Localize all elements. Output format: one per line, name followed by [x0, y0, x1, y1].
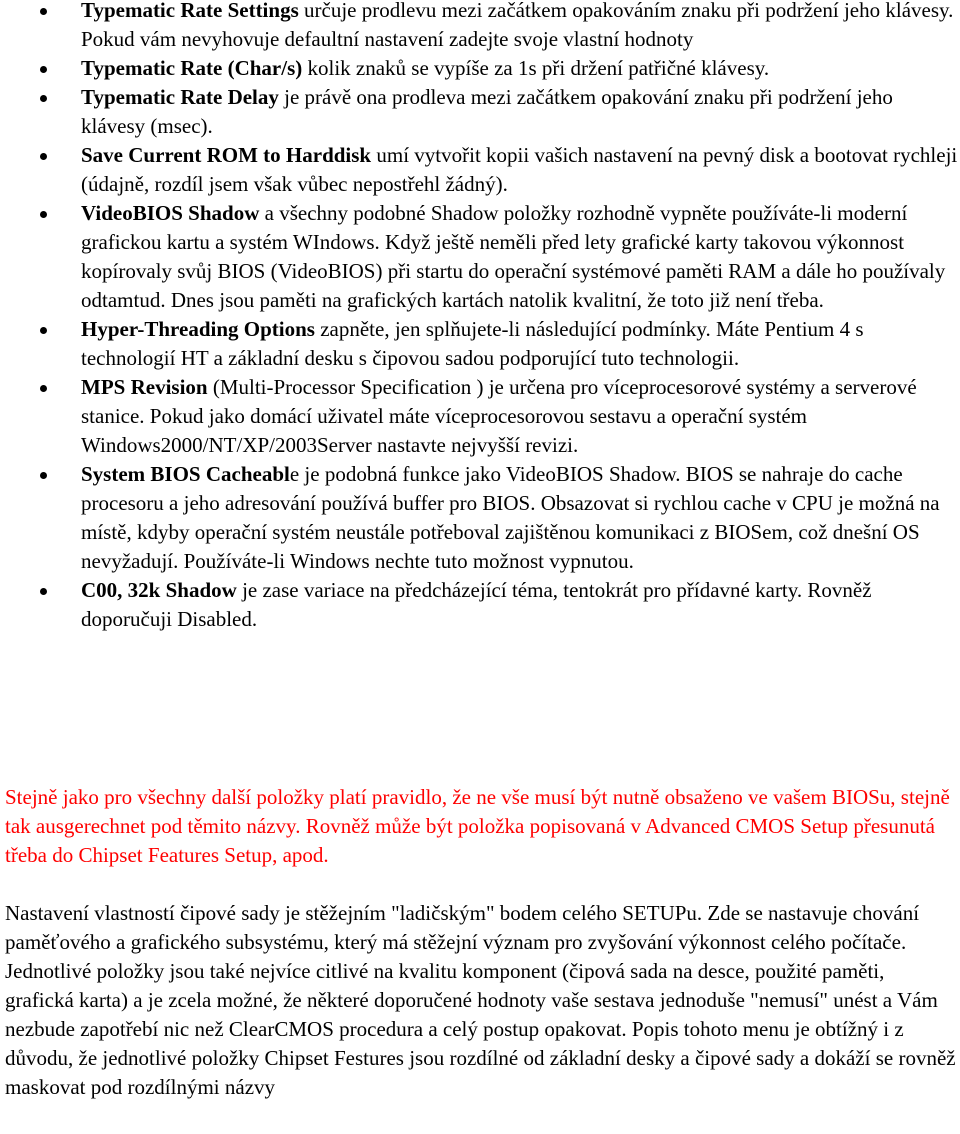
bullet-icon — [40, 472, 47, 479]
item-description: (Multi-Processor Specification ) je určena pro víceprocesorové systémy a serverové stanice. Pokud jako domácí uživatel máte víceprocesorovou sestavu a operační systém Windows2000/NT/XP/2003Server nastavte nejvyšší revizi. — [81, 375, 917, 457]
list-item-typematic-rate-settings — [0, 0, 960, 54]
item-description: a všechny podobné Shadow položky rozhodně vypněte používáte-li moderní grafickou kartu a systém WIndows. Když ještě neměli před lety grafické karty takovou výkonnost kopírovaly svůj BIOS (VideoBIOS) při startu do operační systémové paměti RAM a dále ho používaly odtamtud. Dnes jsou paměti na grafických kartách natolik kvalitní, že toto již není třeba. — [81, 201, 946, 312]
item-term: C00, 32k Shadow — [81, 578, 237, 602]
item-description: zapněte, jen splňujete-li následující podmínky. Máte Pentium 4 s technologií HT a základní desku s čipovou sadou podporující tuto technologii. — [81, 317, 864, 370]
bullet-icon — [40, 153, 47, 160]
list-item-typematic-rate-chars — [0, 54, 960, 83]
list-item-save-current-rom — [0, 141, 960, 199]
chipset-intro-paragraph: Nastavení vlastností čipové sady je stěžejním "ladičským" bodem celého SETUPu. Zde se nastavuje chování paměťového a grafického subsystému, který má stěžejní význam pro zvyšování výkonnost celého počítače. Jednotlivé položky jsou také nejvíce citlivé na kvalitu komponent (čipová sada na desce, použité paměti, grafická karta) a je zcela možné, že některé doporučené hodnoty vaše sestava jednoduše "nemusí" unést a Vám nezbude zapotřebí nic než ClearCMOS procedura a celý postup opakovat. Popis tohoto menu je obtížný i z důvodu, že jednotlivé položky Chipset Festures jsou rozdílné od základní desky a čipové sady a dokáží se rovněž maskovat pod rozdílnými názvy — [5, 901, 956, 1099]
bullet-icon — [40, 66, 47, 73]
item-description: určuje prodlevu mezi začátkem opakováním znaku při podržení jeho klávesy. Pokud vám nevyhovuje defaultní nastavení zadejte svoje vlastní hodnoty — [81, 0, 954, 51]
item-term: Typematic Rate Settings — [81, 0, 299, 22]
bullet-icon — [40, 385, 47, 392]
item-term: Hyper-Threading Options — [81, 317, 315, 341]
item-term: MPS Revision — [81, 375, 208, 399]
item-term: Typematic Rate Delay — [81, 85, 279, 109]
item-term: VideoBIOS Shadow — [81, 201, 260, 225]
bios-variation-note: Stejně jako pro všechny další položky platí pravidlo, že ne vše musí být nutně obsaženo ve vašem BIOSu, stejně tak ausgerechnet pod těmito názvy. Rovněž může být položka popisovaná v Advanced CMOS Setup přesunutá třeba do Chipset Features Setup, apod. — [5, 785, 950, 867]
item-description: je zase variace na předcházející téma, tentokrát pro přídavné karty. Rovněž doporučuji Disabled. — [81, 578, 872, 631]
bullet-icon — [40, 95, 47, 102]
list-item-videobios-shadow — [0, 199, 960, 315]
list-item-c00-32k-shadow — [0, 576, 960, 634]
item-description: kolik znaků se vypíše za 1s při držení patřičné klávesy. — [302, 56, 770, 80]
bullet-icon — [40, 8, 47, 15]
item-term: System BIOS Cacheabl — [81, 462, 290, 486]
item-description: umí vytvořit kopii vašich nastavení na pevný disk a bootovat rychleji (údajně, rozdíl jsem však vůbec nepostřehl žádný). — [81, 143, 958, 196]
list-item-system-bios-cacheable — [0, 460, 960, 576]
list-item-mps-revision — [0, 373, 960, 460]
list-item-hyper-threading — [0, 315, 960, 373]
item-term: Typematic Rate (Char/s) — [81, 56, 303, 80]
bullet-icon — [40, 588, 47, 595]
list-item-typematic-rate-delay — [0, 83, 960, 141]
bullet-icon — [40, 211, 47, 218]
bullet-icon — [40, 327, 47, 334]
item-description: je právě ona prodleva mezi začátkem opakování znaku při podržení jeho klávesy (msec). — [81, 85, 893, 138]
item-term: Save Current ROM to Harddisk — [81, 143, 372, 167]
item-description: e je podobná funkce jako VideoBIOS Shadow. BIOS se nahraje do cache procesoru a jeho adresování používá buffer pro BIOS. Obsazovat si rychlou cache v CPU je možná na místě, kdyby operační systém neustále potřeboval zajištěnou komunikaci z BIOSem, což dnešní OS nevyžadují. Používáte-li Windows nechte tuto možnost vypnutou. — [81, 462, 940, 573]
